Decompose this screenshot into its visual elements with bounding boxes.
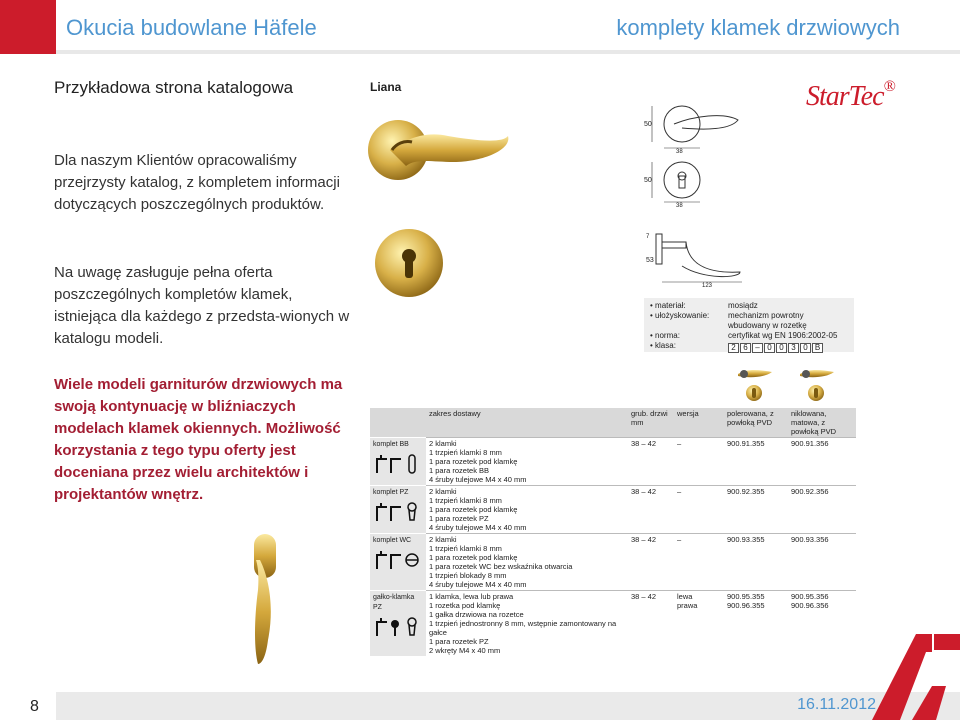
- delivery-item: 4 śruby tulejowe M4 x 40 mm: [429, 475, 527, 484]
- kit-knob-pz-icon: [373, 616, 421, 638]
- class-digit: 0: [764, 343, 775, 353]
- polished-code-cell: 900.91.355: [724, 438, 788, 486]
- kit-cell: [370, 438, 426, 486]
- nickel-code-cell: 900.93.356: [788, 534, 856, 591]
- polished-code-left: 900.95.355: [727, 592, 765, 601]
- drawing-handle-front: [644, 98, 740, 154]
- delivery-item: 1 gałka drzwiowa na rozetce: [429, 610, 524, 619]
- footer-date: 16.11.2012: [797, 696, 876, 713]
- table-row: [370, 591, 856, 657]
- delivery-item: 1 para rozetek WC bez wskaźnika otwarcia: [429, 562, 573, 571]
- kit-cell: [370, 534, 426, 591]
- finish-swatch-polished: [734, 360, 774, 402]
- spec-key: • klasa:: [650, 341, 676, 350]
- finish-swatch-nickel: [796, 360, 836, 402]
- drawing-keyhole-front: [644, 158, 704, 208]
- delivery-item: 1 trzpień klamki 8 mm: [429, 544, 502, 553]
- catalog-table: [370, 408, 856, 656]
- dim-50-label: 50: [644, 121, 652, 128]
- class-digit: 0: [776, 343, 787, 353]
- delivery-item: 1 para rozetek PZ: [429, 514, 489, 523]
- thickness-cell: 38 – 42: [628, 438, 674, 486]
- kit-label: komplet WC: [373, 537, 412, 544]
- spec-row: [650, 301, 848, 311]
- delivery-item: 1 para rozetek pod klamkę: [429, 505, 518, 514]
- thickness-cell: 38 – 42: [628, 534, 674, 591]
- nickel-code-cell: 900.92.356: [788, 486, 856, 534]
- brand-logo: StarTec®: [806, 78, 895, 112]
- delivery-item: 2 klamki: [429, 439, 457, 448]
- polished-code-cell: 900.93.355: [724, 534, 788, 591]
- delivery-cell: [426, 438, 628, 486]
- spec-key: • ułożyskowanie:: [650, 311, 710, 320]
- column-header: [370, 408, 426, 438]
- spec-value: mechanizm powrotny wbudowany w rozetkę: [728, 311, 807, 330]
- class-digit: 6: [740, 343, 751, 353]
- table-row: [370, 438, 856, 486]
- spec-value: certyfikat wg EN 1906:2002-05: [728, 331, 838, 340]
- dim-7-label: 7: [646, 234, 650, 240]
- header-left-title: Okucia budowlane Häfele: [66, 15, 317, 40]
- thickness-cell: 38 – 42: [628, 486, 674, 534]
- class-digit: 0: [800, 343, 811, 353]
- kit-pz-icon: [373, 501, 421, 523]
- version-cell: –: [674, 438, 724, 486]
- dim-123-label: 123: [702, 283, 713, 288]
- kit-cell: [370, 591, 426, 657]
- delivery-item: 4 śruby tulejowe M4 x 40 mm: [429, 523, 527, 532]
- version-left: lewa: [677, 592, 693, 601]
- spec-row: [650, 311, 848, 331]
- delivery-item: 2 wkręty M4 x 40 mm: [429, 646, 501, 655]
- delivery-item: 4 śruby tulejowe M4 x 40 mm: [429, 580, 527, 589]
- nickel-code-cell: 900.91.356: [788, 438, 856, 486]
- dim-50b-label: 50: [644, 177, 652, 184]
- hafele-logo-icon: [872, 634, 960, 720]
- delivery-item: 1 trzpień jednostronny 8 mm, wstępnie zamontowany na gałce: [429, 619, 617, 637]
- paragraph-emphasis: Wiele modeli garniturów drzwiowych ma swoją kontynuację w bliźniaczych modelach klamek okiennych. Możliwość korzystania z tego typu oferty jest doceniana przez wielu architektów i projektantów wnętrz.: [54, 376, 343, 503]
- kit-cell: [370, 486, 426, 534]
- nickel-code-cell: [788, 591, 856, 657]
- column-header: grub. drzwi mm: [628, 408, 674, 438]
- version-cell: [674, 591, 724, 657]
- delivery-item: 2 klamki: [429, 487, 457, 496]
- keyhole-rose-image: [372, 226, 446, 300]
- drawing-handle-side: [644, 222, 744, 288]
- thickness-cell: 38 – 42: [628, 591, 674, 657]
- spec-row: [650, 341, 848, 353]
- polished-code-cell: 900.92.355: [724, 486, 788, 534]
- kit-label: komplet PZ: [373, 489, 409, 496]
- section-title: Przykładowa strona katalogowa: [54, 78, 294, 97]
- header-accent-block: [0, 0, 56, 54]
- delivery-cell: [426, 486, 628, 534]
- table-row: [370, 534, 856, 591]
- delivery-item: 1 rozetka pod klamkę: [429, 601, 501, 610]
- column-header: polerowana, z powłoką PVD: [724, 408, 788, 438]
- delivery-item: 1 trzpień blokady 8 mm: [429, 571, 507, 580]
- kit-label: gałko-klamka PZ: [373, 594, 415, 611]
- paragraph-intro: Dla naszym Klientów opracowaliśmy przejrzysty katalog, z kompletem informacji dotyczących poszczególnych produktów.: [54, 152, 340, 213]
- kit-label: komplet BB: [373, 441, 409, 448]
- class-digit: –: [752, 343, 763, 353]
- dim-38-label: 38: [676, 149, 683, 154]
- footer-left: [0, 692, 56, 720]
- table-header-row: [370, 408, 856, 438]
- kit-bb-icon: [373, 453, 421, 475]
- class-digit: 2: [728, 343, 739, 353]
- class-digit: 3: [788, 343, 799, 353]
- delivery-cell: [426, 591, 628, 657]
- page-number: 8: [30, 698, 39, 715]
- class-digit: B: [812, 343, 823, 353]
- delivery-item: 1 klamka, lewa lub prawa: [429, 592, 514, 601]
- polished-code-cell: [724, 591, 788, 657]
- spec-value: mosiądz: [728, 301, 758, 310]
- column-header: wersja: [674, 408, 724, 438]
- nickel-code-right: 900.96.356: [791, 601, 829, 610]
- delivery-item: 1 trzpień klamki 8 mm: [429, 496, 502, 505]
- spec-box: [644, 298, 854, 352]
- header-rule: [56, 50, 960, 54]
- version-right: prawa: [677, 601, 698, 610]
- kit-wc-icon: [373, 549, 421, 571]
- window-handle-image: [240, 530, 290, 670]
- door-handle-image: [362, 100, 512, 200]
- delivery-item: 1 para rozetek pod klamkę: [429, 457, 518, 466]
- version-cell: –: [674, 486, 724, 534]
- column-header: niklowana, matowa, z powłoką PVD: [788, 408, 856, 438]
- spec-key: • norma:: [650, 331, 680, 340]
- nickel-code-left: 900.95.356: [791, 592, 829, 601]
- column-header: zakres dostawy: [426, 408, 628, 438]
- version-cell: –: [674, 534, 724, 591]
- dim-38b-label: 38: [676, 203, 683, 208]
- delivery-item: 1 trzpień klamki 8 mm: [429, 448, 502, 457]
- header-right-title: komplety klamek drzwiowych: [616, 15, 900, 40]
- spec-key: • materiał:: [650, 301, 686, 310]
- model-name: Liana: [370, 80, 402, 94]
- delivery-item: 1 para rozetek pod klamkę: [429, 553, 518, 562]
- delivery-item: 2 klamki: [429, 535, 457, 544]
- table-row: [370, 486, 856, 534]
- spec-row: [650, 331, 848, 341]
- delivery-cell: [426, 534, 628, 591]
- class-code: [728, 343, 824, 353]
- delivery-item: 1 para rozetek PZ: [429, 637, 489, 646]
- polished-code-right: 900.96.355: [727, 601, 765, 610]
- delivery-item: 1 para rozetek BB: [429, 466, 490, 475]
- paragraph-offer: Na uwagę zasługuje pełna oferta poszczególnych kompletów klamek, istniejąca dla każdego z przedsta-wionych w katalogu modeli.: [54, 264, 350, 347]
- dim-53-label: 53: [646, 257, 654, 264]
